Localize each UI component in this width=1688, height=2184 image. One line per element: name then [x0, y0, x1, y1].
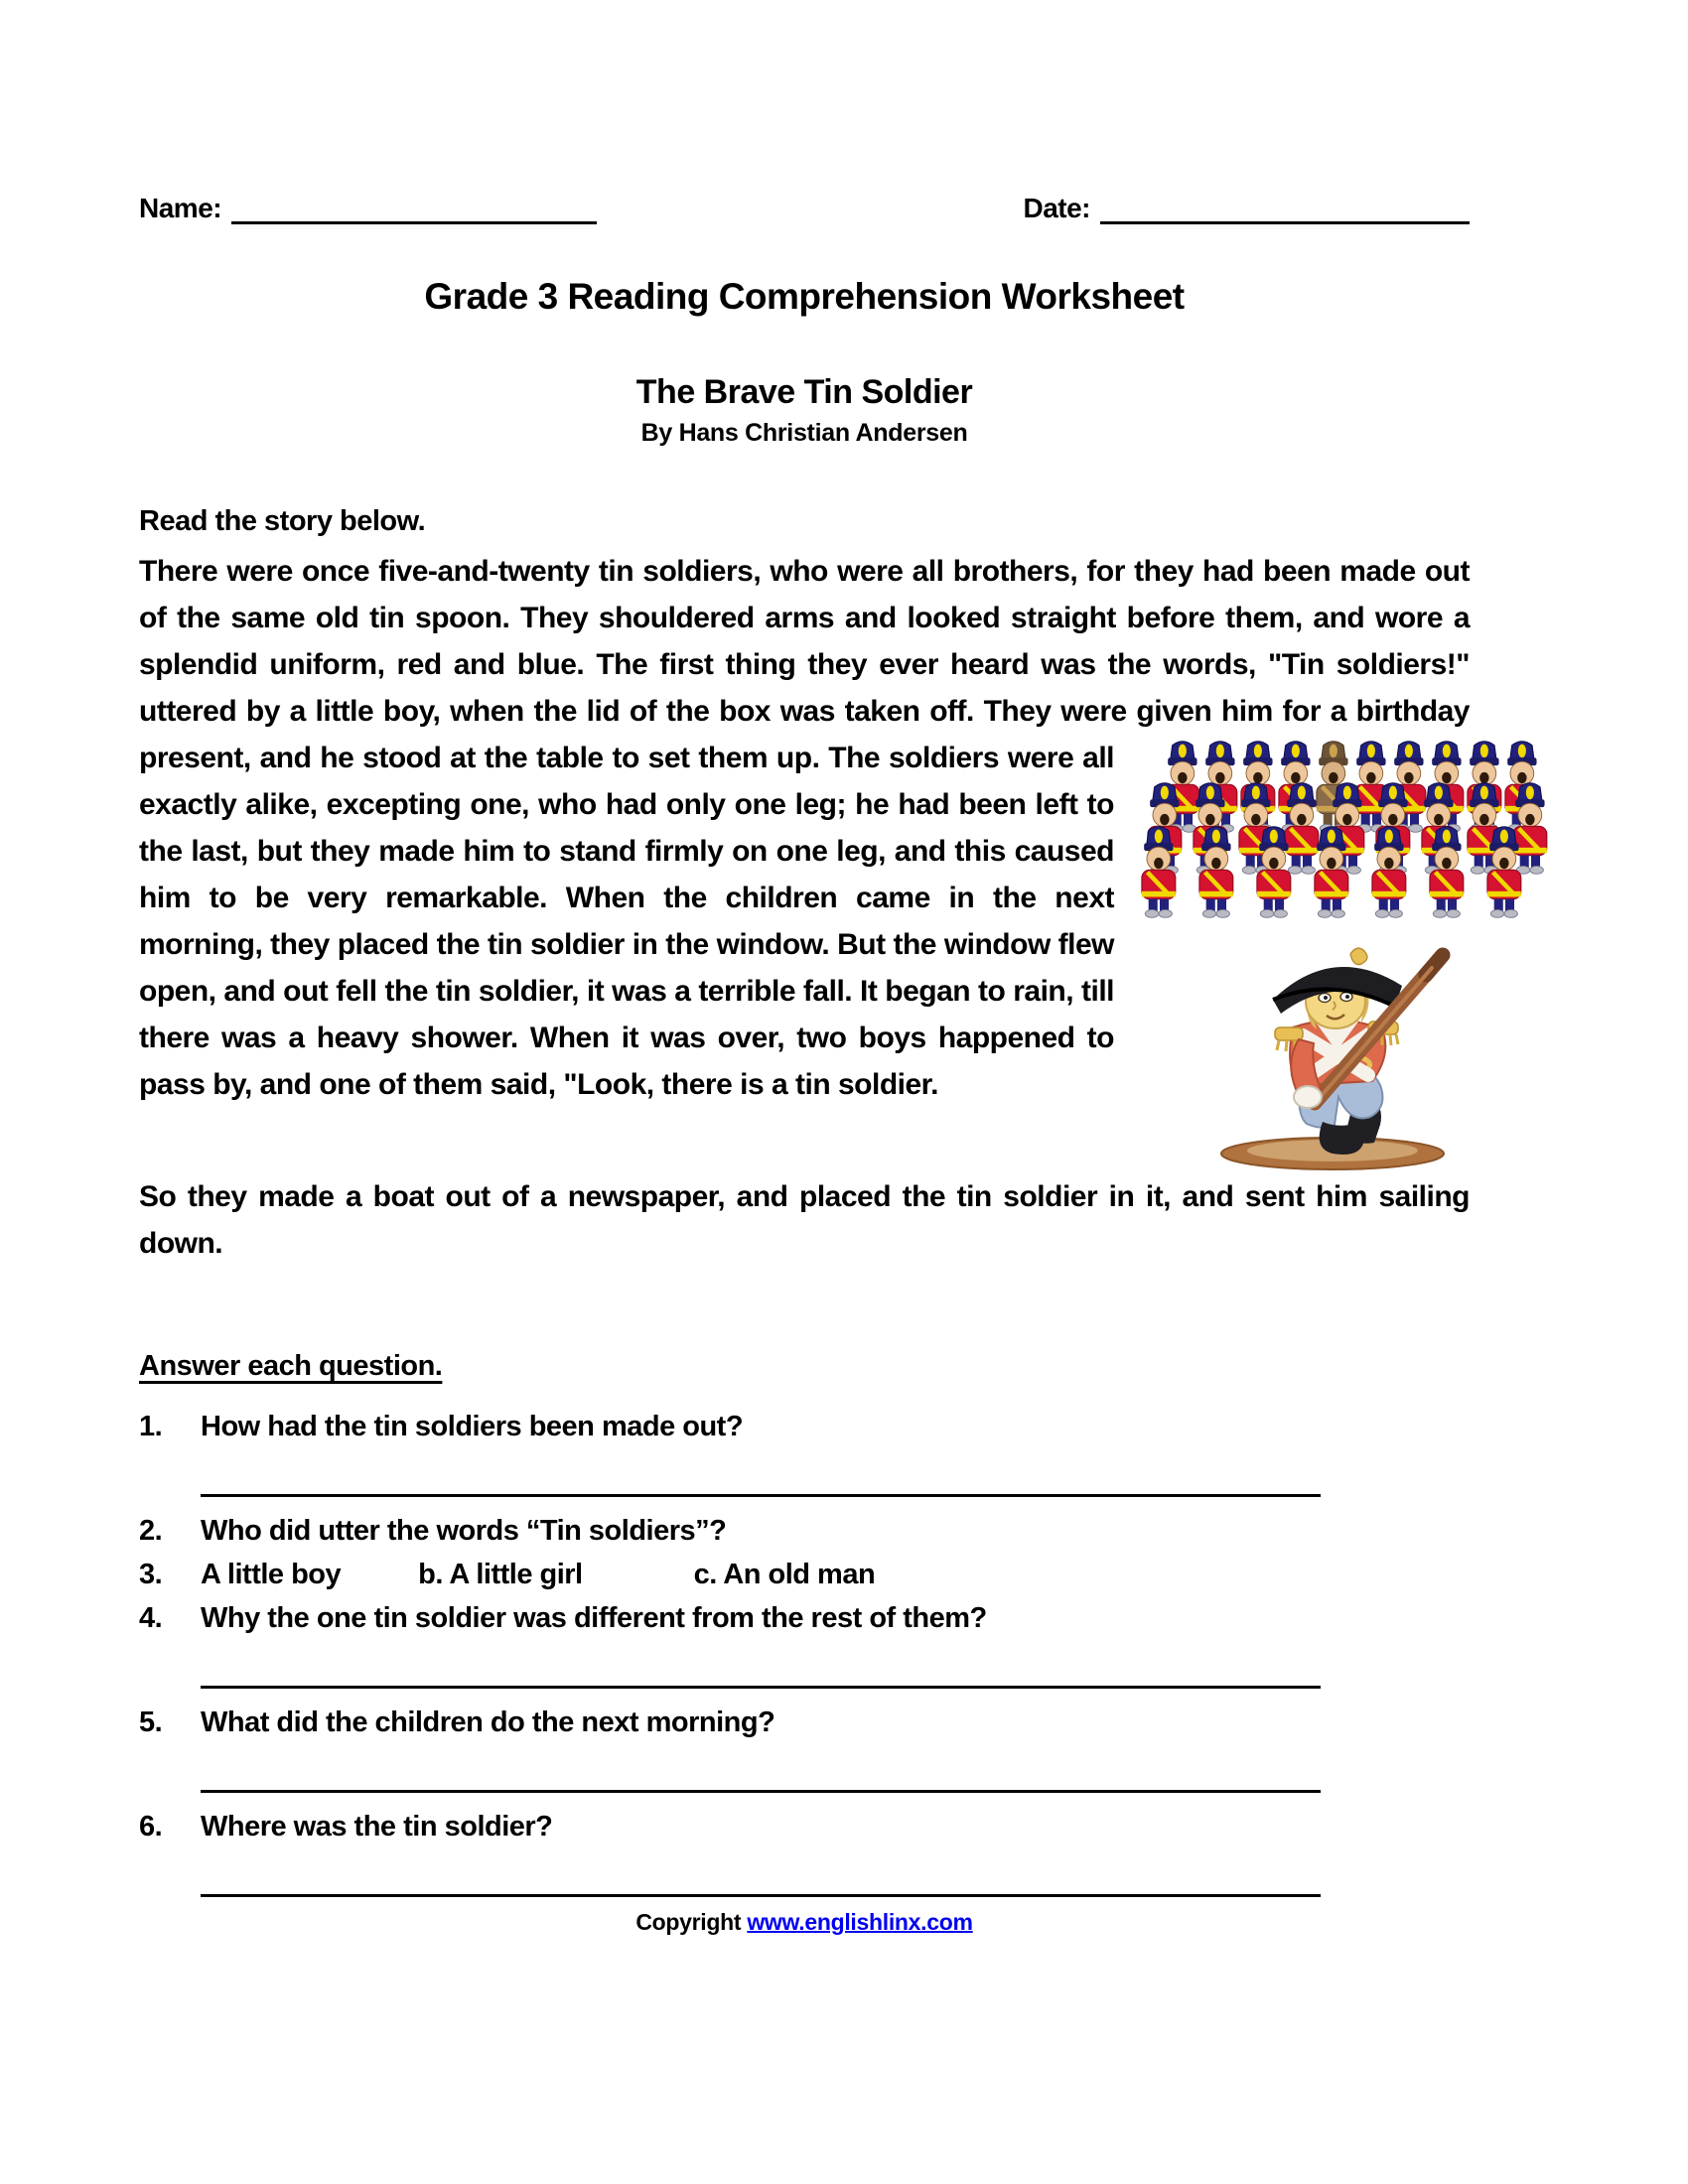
question-1	[139, 1405, 1470, 1448]
question-2-number: 2.	[139, 1515, 163, 1547]
question-3	[139, 1553, 1470, 1596]
tin-soldier-illustration	[1211, 940, 1460, 1173]
read-story-instruction: Read the story below.	[139, 505, 426, 537]
single-soldier-wrap	[1211, 940, 1559, 1173]
tin-soldiers-group-illustration	[1132, 739, 1559, 932]
question-2-text: Who did utter the words “Tin soldiers”?	[201, 1515, 727, 1547]
header	[139, 192, 1470, 224]
name-label: Name:	[139, 193, 222, 223]
story-byline: By Hans Christian Andersen	[640, 419, 968, 447]
worksheet-title: Grade 3 Reading Comprehension Worksheet	[424, 276, 1185, 317]
answer-line-4[interactable]	[201, 1894, 1321, 1897]
story-paragraph-1: There were once five-and-twenty tin soldiers, who were all brothers, for they had been made out of the same old tin spoon. They shouldered arms and looked straight before them, and wore a splendid uniform, red and blue. The first thing they ever heard was the words, "Tin soldiers!" uttered by a little boy, when the lid of the box was taken off. They were given him for a birthday	[139, 555, 1470, 728]
date-field	[1023, 192, 1470, 224]
answer-line-1[interactable]	[201, 1494, 1321, 1497]
answer-line-3[interactable]	[201, 1790, 1321, 1793]
question-1-text: How had the tin soldiers been made out?	[201, 1411, 744, 1442]
question-5	[139, 1701, 1470, 1744]
question-5-text: What did the children do the next morning?	[201, 1706, 775, 1738]
story-paragraph-2: present, and he stood at the table to set them up. The soldiers were all exactly alike, excepting one, who had only one leg; he had been left to the last, but they made him to stand firmly on one leg, and this caused him to be very remarkable. When the children came in the next morning, they placed the tin soldier in the window. But the window flew open, and out fell the tin soldier, it was a terrible fall. It began to rain, till there was a heavy shower. When it was over, two boys happened to pass by, and one of them said, "Look, there is a tin soldier.	[139, 742, 1114, 1101]
question-4	[139, 1596, 1470, 1640]
footer	[139, 1909, 1470, 1936]
question-4-number: 4.	[139, 1602, 163, 1634]
choice-a[interactable]: A little boy	[201, 1559, 342, 1590]
answer-line-2[interactable]	[201, 1686, 1321, 1689]
question-1-number: 1.	[139, 1411, 163, 1442]
date-label: Date:	[1023, 193, 1090, 223]
story-paragraph-3: So they made a boat out of a newspaper, and placed the tin soldier in it, and sent him sailing down.	[139, 1180, 1470, 1260]
question-6-text: Where was the tin soldier?	[201, 1811, 553, 1843]
story-title: The Brave Tin Soldier	[635, 373, 973, 411]
question-2	[139, 1509, 1470, 1553]
name-blank-line[interactable]	[231, 192, 597, 224]
front-boot	[1320, 1122, 1364, 1155]
question-6-number: 6.	[139, 1811, 163, 1843]
question-3-choices	[201, 1553, 1470, 1596]
date-blank-line[interactable]	[1100, 192, 1470, 224]
question-6	[139, 1805, 1470, 1848]
story-wrap-section	[139, 735, 1470, 1267]
question-5-number: 5.	[139, 1706, 163, 1738]
glove	[1294, 1086, 1322, 1108]
question-4-text: Why the one tin soldier was different from the rest of them?	[201, 1602, 987, 1634]
englishlinx-link[interactable]: www.englishlinx.com	[747, 1909, 973, 1935]
story-illustrations	[1132, 739, 1559, 1173]
question-3-number: 3.	[139, 1559, 163, 1590]
choice-c[interactable]: c. An old man	[693, 1559, 876, 1590]
name-field	[139, 192, 597, 224]
choice-b[interactable]: b. A little girl	[418, 1559, 583, 1590]
questions-heading: Answer each question.	[139, 1350, 443, 1382]
copyright-label: Copyright	[635, 1909, 742, 1935]
